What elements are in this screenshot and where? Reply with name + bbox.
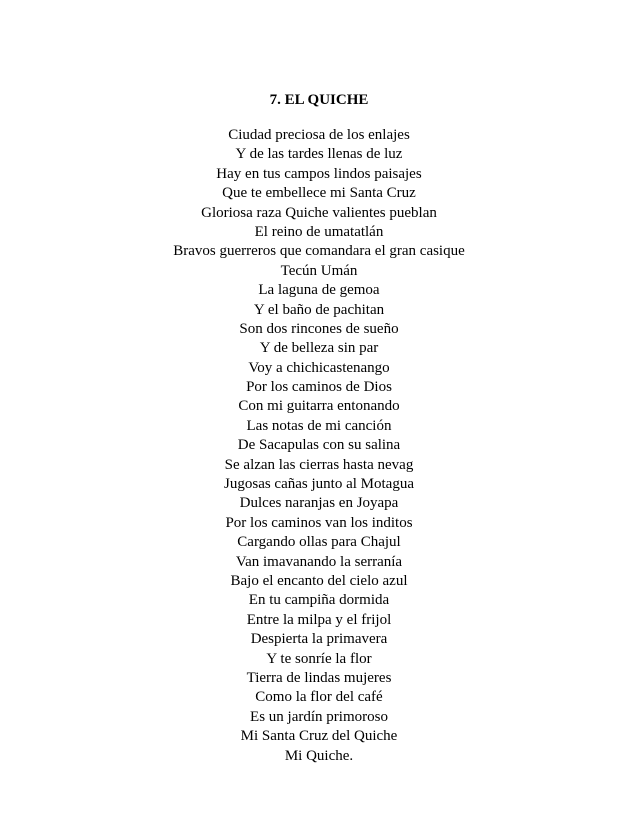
poem-line: Entre la milpa y el frijol — [246, 611, 392, 628]
poem-title: 7. EL QUICHE — [269, 92, 369, 108]
poem-line: Como la flor del café — [255, 689, 383, 706]
poem-line: Tierra de lindas mujeres — [246, 669, 392, 686]
poem-line: Las notas de mi canción — [246, 417, 392, 434]
poem-line: Son dos rincones de sueño — [239, 320, 399, 337]
poem-line: Gloriosa raza Quiche valientes pueblan — [201, 204, 437, 221]
poem-line: Con mi guitarra entonando — [238, 398, 400, 415]
poem-line: Y el baño de pachitan — [253, 301, 385, 318]
poem-line: Que te embellece mi Santa Cruz — [222, 185, 416, 202]
poem-line: Despierta la primavera — [250, 631, 388, 648]
poem-line: Se alzan las cierras hasta nevag — [224, 456, 414, 473]
poem-line: Mi Santa Cruz del Quiche — [240, 728, 398, 745]
poem-line: Bajo el encanto del cielo azul — [230, 572, 408, 589]
poem-line: Ciudad preciosa de los enlajes — [228, 127, 410, 143]
poem-line: De Sacapulas con su salina — [237, 437, 401, 454]
poem-line: En tu campiña dormida — [248, 592, 390, 609]
poem-line: Mi Quiche. — [284, 747, 354, 764]
poem-line: El reino de umatatlán — [254, 223, 384, 240]
poem-line: Voy a chichicastenango — [248, 359, 390, 376]
poem-line: Y de las tardes llenas de luz — [235, 146, 403, 163]
poem-body — [0, 126, 638, 766]
poem-line: Y de belleza sin par — [259, 340, 379, 357]
poem-line: Y te sonríe la flor — [266, 650, 372, 667]
poem-line: Dulces naranjas en Joyapa — [239, 495, 399, 512]
poem-line: La laguna de gemoa — [258, 282, 380, 299]
poem-line: Por los caminos de Dios — [246, 379, 392, 396]
poem-line: Tecún Umán — [280, 262, 358, 279]
poem-line: Jugosas cañas junto al Motagua — [224, 476, 414, 493]
poem-line: Bravos guerreros que comandara el gran casique — [173, 243, 465, 260]
poem-line: Hay en tus campos lindos paisajes — [216, 165, 422, 182]
poem-line: Por los caminos van los inditos — [225, 514, 413, 531]
poem-line: Es un jardín primoroso — [250, 708, 388, 725]
poem-line: Cargando ollas para Chajul — [237, 534, 401, 551]
poem-line: Van imavanando la serranía — [235, 553, 403, 570]
